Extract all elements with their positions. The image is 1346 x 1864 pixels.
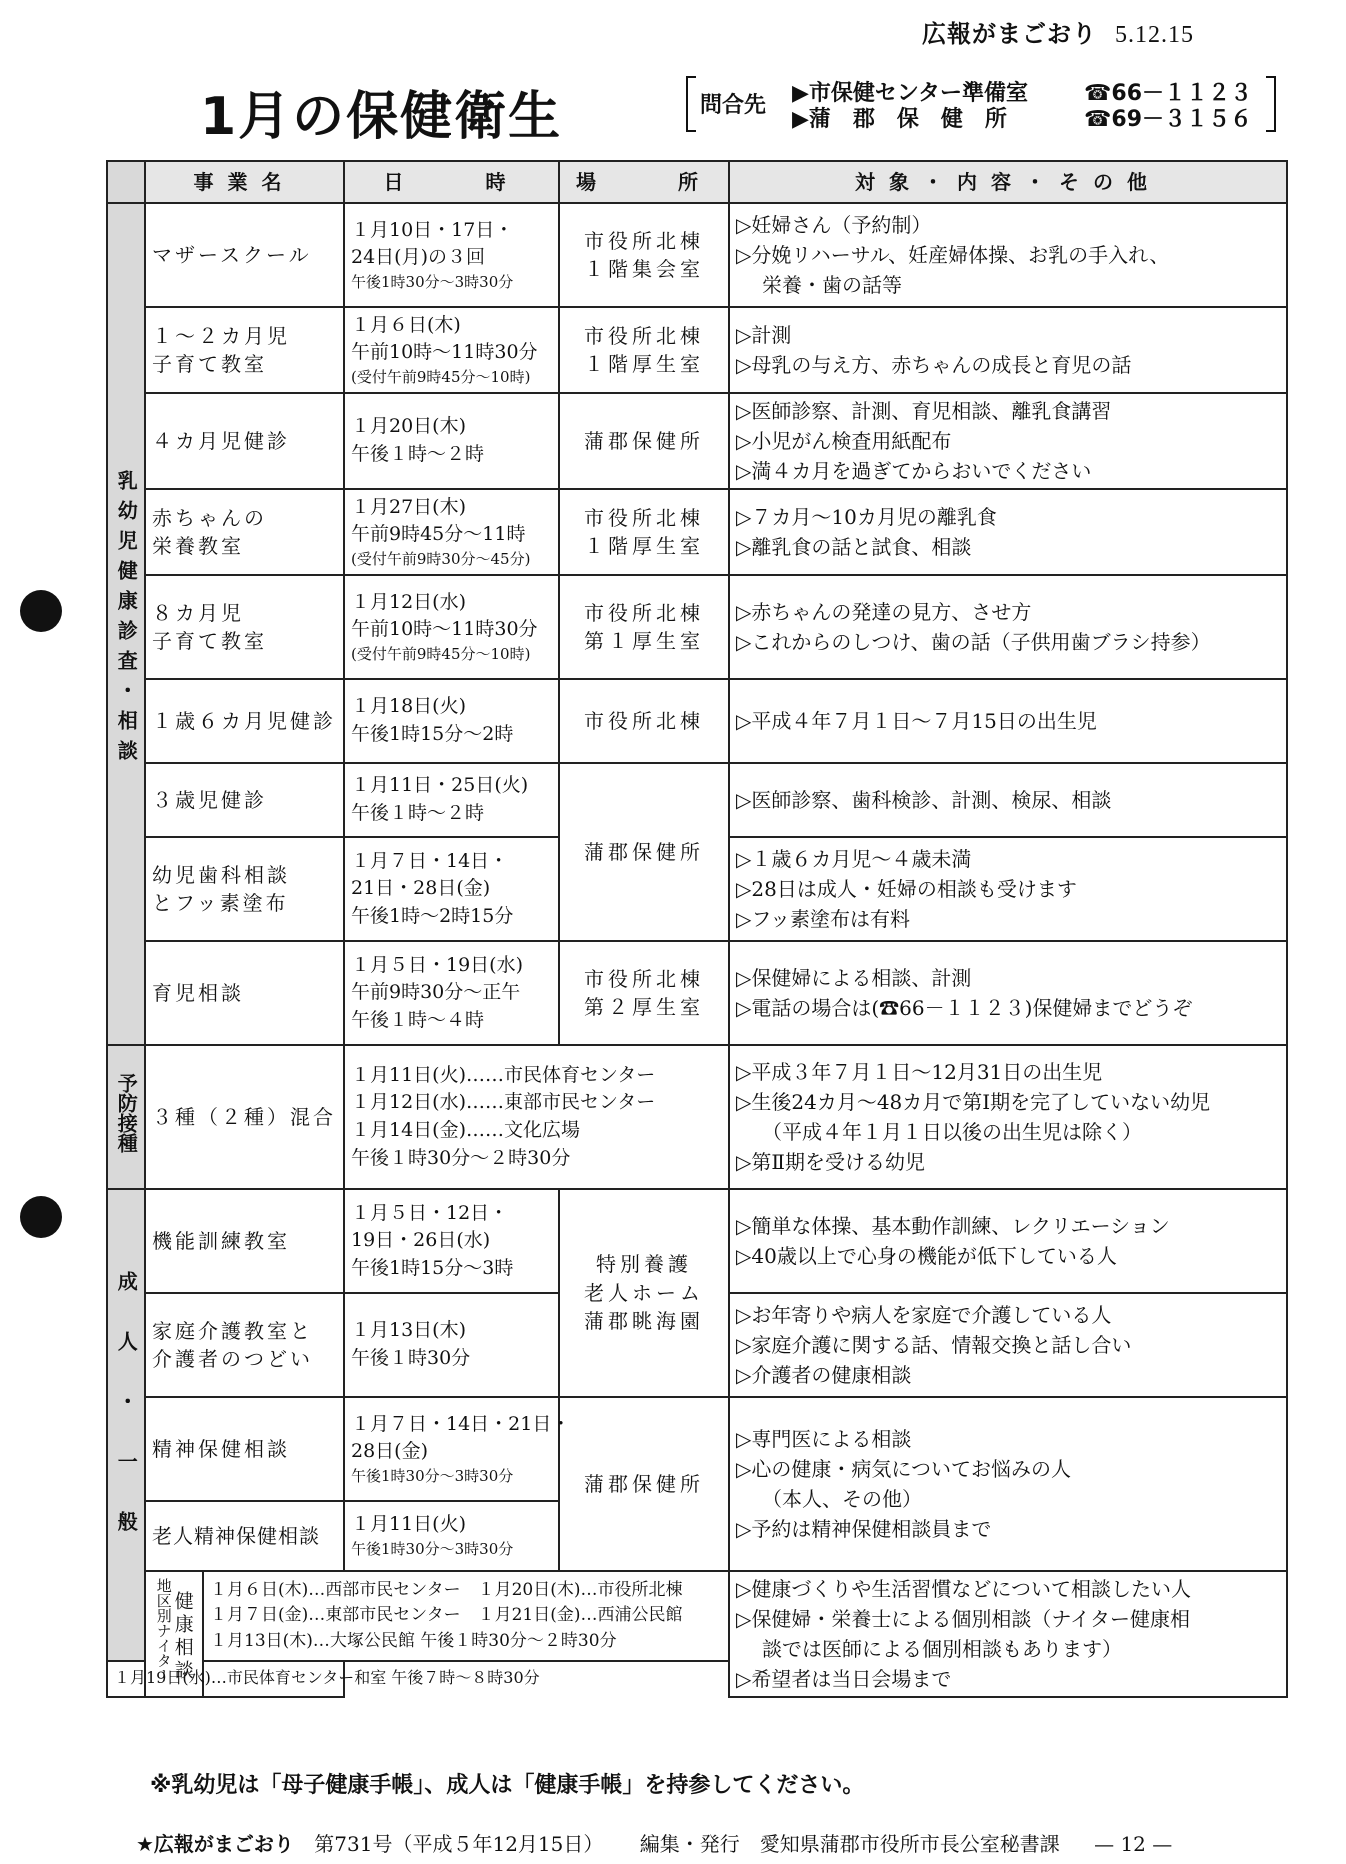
event-place: 市役所北棟 １階厚生室 (559, 307, 729, 393)
event-date: １月11日・25日(火) 午後１時～２時 (344, 763, 559, 837)
table-row (107, 203, 1287, 307)
footer-publication: ★広報がまごおり (136, 1832, 294, 1856)
event-place: 市役所北棟 １階集会室 (559, 203, 729, 307)
event-content: ▷１歳６カ月児～４歳未満 ▷28日は成人・妊婦の相談も受けます ▷フッ素塗布は有料 (729, 837, 1287, 941)
event-place: 市役所北棟 第１厚生室 (559, 575, 729, 679)
contact-row (792, 102, 1253, 133)
event-place: 市役所北棟 (559, 679, 729, 763)
event-content: ▷妊婦さん（予約制） ▷分娩リハーサル、妊産婦体操、お乳の手入れ、 栄養・歯の話等 (729, 203, 1287, 307)
event-name: 赤ちゃんの 栄養教室 (145, 489, 344, 575)
event-date: １月11日(火)……市民体育センター １月12日(水)……東部市民センター １月14日(金)……文化広場 午後１時30分～２時30分 (344, 1045, 729, 1189)
event-content: ▷簡単な体操、基本動作訓練、レクリエーション ▷40歳以上で心身の機能が低下している人 (729, 1189, 1287, 1293)
event-name: １歳６カ月児健診 (145, 679, 344, 763)
contact-box (686, 74, 1276, 132)
bracket-right (1266, 76, 1276, 132)
event-name: ３歳児健診 (145, 763, 344, 837)
contact-office: ▶蒲 郡 保 健 所 (792, 107, 1007, 132)
event-place: 市役所北棟 １階厚生室 (559, 489, 729, 575)
footer-issue: 第731号（平成５年12月15日） (314, 1832, 604, 1856)
contact-office: ▶市保健センター準備室 (792, 81, 1029, 106)
event-date: １月12日(水) 午前10時～11時30分 (受付午前9時45分～10時) (344, 575, 559, 679)
event-date: １月５日・19日(水) 午前9時30分～正午 午後１時～４時 (344, 941, 559, 1045)
category-vaccination: 予防接種 (107, 1045, 145, 1189)
event-content: ▷医師診察、歯科検診、計測、検尿、相談 (729, 763, 1287, 837)
event-date: １月13日(木) 午後１時30分 (344, 1293, 559, 1397)
event-name: マザースクール (145, 203, 344, 307)
event-name: ８カ月児 子育て教室 (145, 575, 344, 679)
event-name: １～２カ月児 子育て教室 (145, 307, 344, 393)
event-content: ▷健康づくりや生活習慣などについて相談したい人 ▷保健婦・栄養士による個別相談（ナイター健康相 談では医師による個別相談もあります） ▷希望者は当日会場まで (729, 1571, 1287, 1697)
event-content: ▷平成３年７月１日～12月31日の出生児 ▷生後24カ月～48カ月で第Ⅰ期を完了していない幼児 （平成４年１月１日以後の出生児は除く） ▷第Ⅱ期を受ける幼児 (729, 1045, 1287, 1189)
event-content: ▷保健婦による相談、計測 ▷電話の場合は(☎66－１１２３)保健婦までどうぞ (729, 941, 1287, 1045)
bracket-left (686, 76, 696, 132)
table-row (107, 1045, 1287, 1189)
contact-tel: ☎66－１１２３ (1084, 81, 1253, 106)
event-content: ▷赤ちゃんの発達の見方、させ方 ▷これからのしつけ、歯の話（子供用歯ブラシ持参） (729, 575, 1287, 679)
event-date: １月７日・14日・ 21日・28日(金) 午後1時～2時15分 (344, 837, 559, 941)
page-header (922, 14, 1194, 49)
event-place: 特別養護 老人ホーム 蒲郡眺海園 (559, 1189, 729, 1397)
event-name: ３種（２種）混合 (145, 1045, 344, 1189)
schedule-table (106, 160, 1288, 1698)
table-row (107, 1189, 1287, 1293)
publication-name: 広報がまごおり (922, 20, 1097, 48)
event-date: １月７日・14日・21日・ 28日(金) 午後1時30分～3時30分 (344, 1397, 559, 1501)
page-footer (136, 1828, 1172, 1857)
event-date: １月５日・12日・ 19日・26日(水) 午後1時15分～3時 (344, 1189, 559, 1293)
page-number: — 12 — (1094, 1832, 1173, 1856)
page-title: 1月の保健衛生 (200, 87, 563, 147)
event-content: ▷お年寄りや病人を家庭で介護している人 ▷家庭介護に関する話、情報交換と話し合い ▷介護者の健康相談 (729, 1293, 1287, 1397)
table-row (107, 393, 1287, 489)
header-name: 事業名 (145, 161, 344, 203)
header-content: 対象・内容・その他 (729, 161, 1287, 203)
event-place: 蒲郡保健所 (559, 393, 729, 489)
event-content: ▷医師診察、計測、育児相談、離乳食講習 ▷小児がん検査用紙配布 ▷満４カ月を過ぎてからおいでください (729, 393, 1287, 489)
table-row (107, 307, 1287, 393)
event-content: ▷平成４年７月１日～７月15日の出生児 (729, 679, 1287, 763)
event-name: ４カ月児健診 (145, 393, 344, 489)
header-date: 日 時 (344, 161, 559, 203)
table-header-row (107, 161, 1287, 203)
issue-date: 5.12.15 (1115, 22, 1194, 48)
event-name: 育児相談 (145, 941, 344, 1045)
event-date: １月20日(木) 午後１時～２時 (344, 393, 559, 489)
table-row (107, 575, 1287, 679)
bring-notice: ※乳幼児は「母子健康手帳」、成人は「健康手帳」を持参してください。 (150, 1773, 865, 1798)
event-name: 老人精神保健相談 (145, 1501, 344, 1571)
event-date: １月18日(火) 午後1時15分～2時 (344, 679, 559, 763)
table-row (107, 763, 1287, 837)
header-place: 場 所 (559, 161, 729, 203)
table-row (107, 1571, 1287, 1661)
header-blank (107, 161, 145, 203)
footer-publisher: 編集・発行 愛知県蒲郡市役所市長公室秘書課 (639, 1832, 1060, 1856)
category-infant: 乳幼児健康診査・相談 (107, 203, 145, 1045)
night-consult-label-b: 健康相談 (171, 1590, 194, 1683)
event-date: １月10日・17日・ 24日(月)の３回 午後1時30分～3時30分 (344, 203, 559, 307)
event-date: １月６日(木) 午前10時～11時30分 (受付午前9時45分～10時) (344, 307, 559, 393)
contact-label: 問合先 (700, 93, 767, 118)
event-place: 市役所北棟 第２厚生室 (559, 941, 729, 1045)
event-date-extra: １月19日(水)…市民体育センター和室 午後７時～８時30分 (107, 1661, 344, 1697)
binder-hole (20, 590, 62, 632)
event-name: 幼児歯科相談 とフッ素塗布 (145, 837, 344, 941)
event-date: １月11日(火) 午後1時30分～3時30分 (344, 1501, 559, 1571)
table-row (107, 941, 1287, 1045)
contact-tel: ☎69－３１５６ (1084, 107, 1253, 132)
event-date: １月27日(木) 午前9時45分～11時 (受付午前9時30分～45分) (344, 489, 559, 575)
event-place: 蒲郡保健所 (559, 763, 729, 941)
event-place: 蒲郡保健所 (559, 1397, 729, 1571)
event-name: 精神保健相談 (145, 1397, 344, 1501)
table-row (107, 489, 1287, 575)
table-row (107, 1397, 1287, 1501)
event-date: １月６日(木)…西部市民センター １月20日(木)…市役所北棟 １月７日(金)…東部市民センター １月21日(金)…西浦公民館 １月13日(木)…大塚公民館 午後１時30分～２時30分 (203, 1571, 729, 1661)
binder-hole (20, 1196, 62, 1238)
event-name: 機能訓練教室 (145, 1189, 344, 1293)
table-row (107, 679, 1287, 763)
category-adult: 成人・一般 (107, 1189, 145, 1661)
event-name: 家庭介護教室と 介護者のつどい (145, 1293, 344, 1397)
event-content: ▷７カ月～10カ月児の離乳食 ▷離乳食の話と試食、相談 (729, 489, 1287, 575)
event-content: ▷計測 ▷母乳の与え方、赤ちゃんの成長と育児の話 (729, 307, 1287, 393)
event-content: ▷専門医による相談 ▷心の健康・病気についてお悩みの人 （本人、その他） ▷予約は精神保健相談員まで (729, 1397, 1287, 1571)
night-consult-label-a: 地区別ナイター (154, 1577, 173, 1683)
